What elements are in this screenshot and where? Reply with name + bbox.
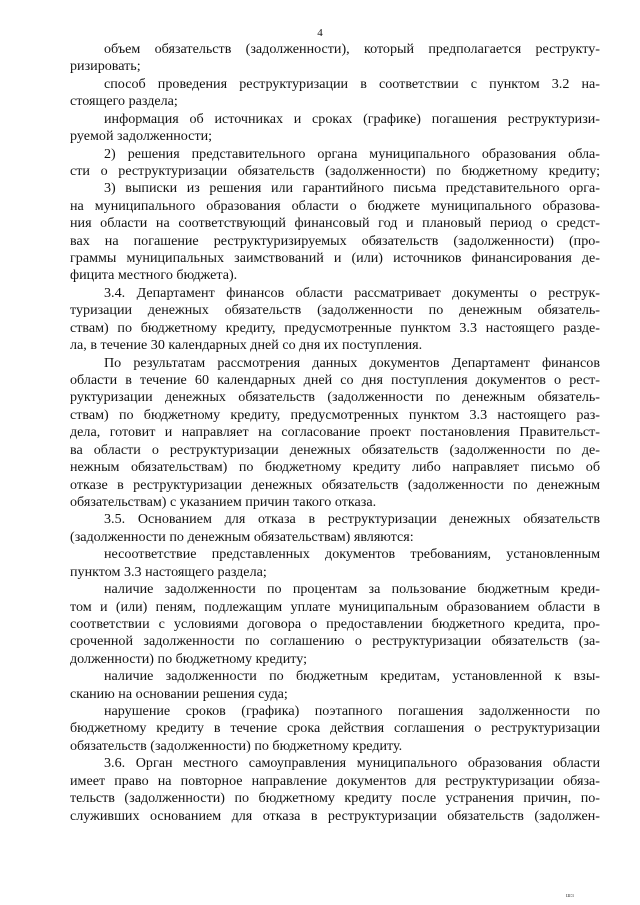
text-line: сроченной задолженности по соглашению о реструктуризации обязательств (за- — [70, 633, 600, 650]
text-line: пунктом 3.3 настоящего раздела; — [70, 563, 267, 580]
text-line: сканию на основании решения суда; — [70, 685, 288, 702]
text-line: ния области на соответствующий финансовый год и плановый период о средст- — [70, 215, 600, 232]
text-line: ва области о реструктуризации денежных обязательств (задолженности по де- — [70, 441, 600, 458]
text-line: 3.5. Основанием для отказа в реструктуризации денежных обязательств — [104, 511, 600, 528]
text-line: вах на погашение реструктуризируемых обязательств (задолженности) (про- — [70, 232, 600, 249]
text-line: имеет право на повторное направление документов для реструктуризации обяза- — [70, 772, 600, 789]
text-line: нежным обязательствам) по бюджетному кредиту либо направляет письмо об — [70, 459, 600, 476]
text-line: 3) выписки из решения или гарантийного письма представительного орга- — [104, 180, 600, 197]
footer-mark: ш:ı — [566, 893, 574, 899]
text-line: соответствии с условиями договора о предоставлении бюджетного кредита, про- — [70, 615, 600, 632]
text-line: 3.4. Департамент финансов области рассматривает документы о реструк- — [104, 284, 600, 301]
text-line: способ проведения реструктуризации в соответствии с пунктом 3.2 на- — [104, 75, 600, 92]
text-line: граммы муниципальных заимствований и (или) источников финансирования де- — [70, 250, 600, 267]
text-line: несоответствие представленных документов требованиям, установленным — [104, 546, 600, 563]
text-line: сти о реструктуризации обязательств (задолженности) по бюджетному кредиту; — [70, 162, 600, 179]
text-line: ствам) по бюджетному кредиту, предусмотренные пунктом 3.3 настоящего разде- — [70, 319, 600, 336]
document-body — [70, 41, 600, 825]
text-line: области в течение 60 календарных дней со дня поступления документов о рест- — [70, 372, 600, 389]
text-line: наличие задолженности по бюджетным кредитам, установленной к взы- — [104, 668, 600, 685]
text-line: наличие задолженности по процентам за пользование бюджетным креди- — [104, 581, 600, 598]
text-line: долженности) по бюджетному кредиту; — [70, 650, 307, 667]
text-line: фицита местного бюджета). — [70, 267, 238, 284]
text-line: ла, в течение 30 календарных дней со дня их поступления. — [70, 337, 423, 354]
text-line: на муниципального образования области о бюджете муниципального образова- — [70, 197, 600, 214]
text-line: отказе в реструктуризации денежных обязательств (задолженности по денежным — [70, 476, 600, 493]
text-line: 2) решения представительного органа муниципального образования обла- — [104, 145, 600, 162]
text-line: тельств (задолженности) по бюджетному кредиту после устранения причин, по- — [70, 790, 600, 807]
text-line: дела, готовит и направляет на согласование проект постановления Правительст- — [70, 424, 600, 441]
text-line: руктуризации денежных обязательств (задолженности по денежным обязатель- — [70, 389, 600, 406]
text-line: ризировать; — [70, 58, 141, 75]
text-line: руемой задолженности; — [70, 128, 213, 145]
text-line: объем обязательств (задолженности), который предполагается реструкту- — [104, 41, 600, 57]
text-line: обязательств (задолженности) по бюджетному кредиту. — [70, 737, 403, 754]
text-line: стоящего раздела; — [70, 93, 178, 110]
text-line: 3.6. Орган местного самоуправления муниципального образования области — [104, 755, 600, 772]
page-number: 4 — [317, 27, 323, 39]
text-line: информация об источниках и сроках (графике) погашения реструктуризи- — [104, 110, 600, 127]
text-line: туризации денежных обязательств (задолженности по денежным обязатель- — [70, 302, 600, 319]
text-line: том и (или) пеням, подлежащим уплате муниципальным образованием области в — [70, 598, 600, 615]
text-line: нарушение сроков (графика) поэтапного погашения задолженности по — [104, 703, 600, 720]
text-line: По результатам рассмотрения данных документов Департамент финансов — [104, 354, 600, 371]
text-line: ствам) по бюджетному кредиту, предусмотренных пунктом 3.3 настоящего раз- — [70, 406, 600, 423]
text-line: обязательствам) с указанием причин такого отказа. — [70, 493, 377, 510]
text-line: (задолженности по денежным обязательствам) являются: — [70, 528, 414, 545]
text-line: служивших основанием для отказа в реструктуризации обязательств (задолжен- — [70, 807, 600, 824]
text-line: бюджетному кредиту в течение срока действия соглашения о реструктуризации — [70, 720, 600, 737]
